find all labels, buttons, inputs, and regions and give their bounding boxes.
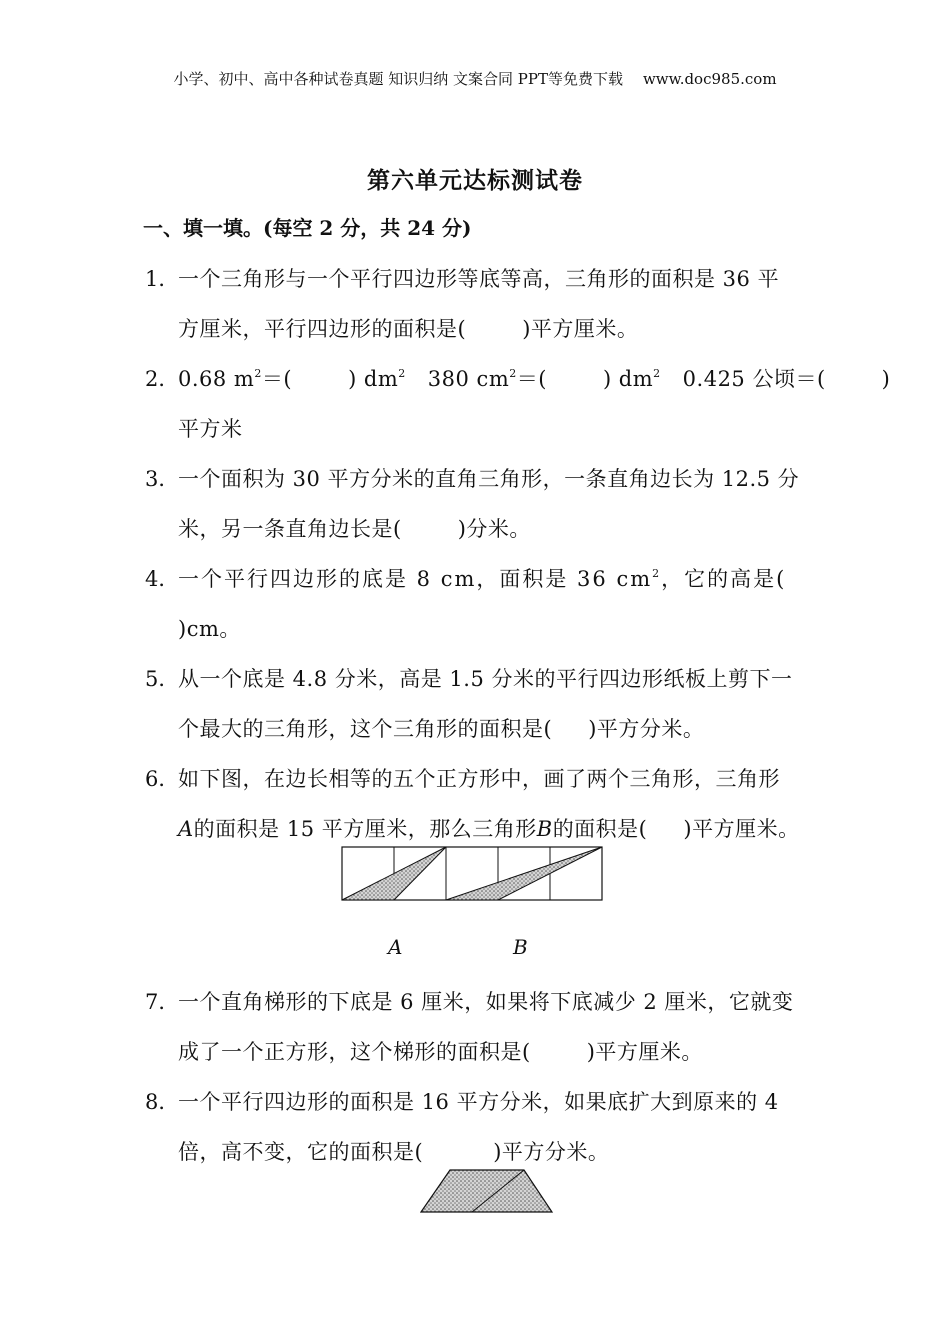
section-heading: 一、填一填。(每空 2 分，共 24 分) [143, 216, 472, 240]
question-number: 5． [145, 667, 180, 691]
header-site: www.doc985.com [642, 70, 777, 88]
question-2-line-2: 平方米 [178, 417, 243, 441]
question-1-line-2: 方厘米，平行四边形的面积是( )平方厘米。 [178, 317, 639, 341]
question-4-line-2: )cm。 [178, 617, 241, 641]
question-number: 3． [145, 467, 180, 491]
question-6-line-2: A的面积是 15 平方厘米，那么三角形B的面积是( )平方厘米。 [178, 817, 800, 841]
question-number: 7． [145, 990, 180, 1014]
header-text: 小学、初中、高中各种试卷真题 知识归纳 文案合同 PPT等免费下载 [173, 70, 623, 88]
question-number: 6． [145, 767, 180, 791]
question-number: 1． [145, 267, 180, 291]
triangle-b [446, 847, 602, 900]
question-5-line-1: 从一个底是 4.8 分米，高是 1.5 分米的平行四边形纸板上剪下一 [178, 667, 793, 691]
question-8-line-1: 一个平行四边形的面积是 16 平方分米，如果底扩大到原来的 4 [178, 1090, 779, 1114]
question-5-line-2: 个最大的三角形，这个三角形的面积是( )平方分米。 [178, 717, 705, 741]
question-7-line-1: 一个直角梯形的下底是 6 厘米，如果将下底减少 2 厘米，它就变 [178, 990, 794, 1014]
question-number: 8． [145, 1090, 180, 1114]
question-7-line-2: 成了一个正方形，这个梯形的面积是( )平方厘米。 [178, 1040, 703, 1064]
five-squares-figure [341, 846, 605, 904]
question-3-line-1: 一个面积为 30 平方分米的直角三角形，一条直角边长为 12.5 分 [178, 467, 800, 491]
question-number: 4． [145, 567, 180, 591]
question-2-line-1: 0.68 $m^2=$( ) $dm^2$ 380 $cm^2=$( ) $dm^2$ 0.425 公顷＝( ) [178, 367, 891, 391]
page-title: 第六单元达标测试卷 [367, 167, 583, 194]
parallelogram-figure [420, 1168, 554, 1214]
question-3-line-2: 米，另一条直角边长是( )分米。 [178, 517, 531, 541]
question-6-line-1: 如下图，在边长相等的五个正方形中，画了两个三角形，三角形 [178, 767, 780, 791]
page-header [0, 68, 950, 89]
question-number: 2． [145, 367, 180, 391]
question-1-line-1: 一个三角形与一个平行四边形等底等高，三角形的面积是 36 平 [178, 267, 780, 291]
triangle-a-label: A [388, 935, 403, 959]
question-8-line-2: 倍，高不变，它的面积是( )平方分米。 [178, 1140, 610, 1164]
question-4-line-1: 一个平行四边形的底是 8 cm，面积是 36 $cm^2$，它的高是( [178, 567, 787, 591]
triangle-b-label: B [513, 935, 528, 959]
